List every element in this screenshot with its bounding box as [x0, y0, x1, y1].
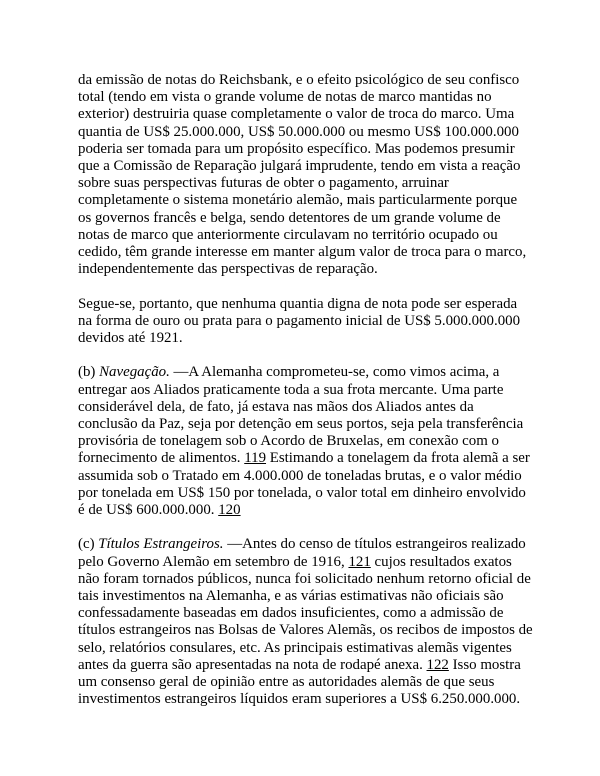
- paragraph-monetary-system: [78, 72, 528, 278]
- text-line: considerável dela, de fato, já estava nas mãos dos Aliados antes da: [78, 398, 474, 415]
- text-line: por tonelada em US$ 150 por tonelada, o valor total em dinheiro envolvido: [78, 484, 526, 501]
- text-line: que a Comissão de Reparação julgará imprudente, tendo em vista a reação: [78, 158, 521, 175]
- text-run: Isso mostra: [448, 656, 521, 673]
- text-line: [78, 554, 528, 571]
- paragraph-foreign-securities: [78, 536, 533, 708]
- text-line: não foram tornados públicos, nunca foi solicitado nenhum retorno oficial de: [78, 570, 531, 587]
- text-line: investimentos estrangeiros líquidos eram superiores a US$ 6.250.000.000.: [78, 691, 521, 708]
- text-line: um consenso geral de opinião entre as autoridades alemãs de que seus: [78, 674, 495, 691]
- text-line: Segue-se, portanto, que nenhuma quantia digna de nota pode ser esperada: [78, 295, 518, 312]
- footnote-link-121[interactable]: 121: [348, 553, 371, 570]
- text-line: selo, relatórios consulares, etc. As principais estimativas alemãs vigentes: [78, 639, 512, 656]
- text-run: Estimando a tonelagem da frota alemã a ser: [266, 450, 530, 467]
- text-line: [78, 450, 528, 467]
- document-page: [78, 72, 533, 726]
- footnote-link-119[interactable]: 119: [244, 450, 267, 467]
- text-line: completamente o sistema monetário alemão, mais particularmente porque: [78, 192, 518, 209]
- text-line: [78, 536, 528, 553]
- text-line: [78, 657, 528, 674]
- text-run: —A Alemanha comprometeu-se, como vimos acima, a: [169, 364, 500, 381]
- text-line: provisória de tonelagem sob o Acordo de Bruxelas, em conexão com o: [78, 433, 499, 450]
- text-line: tais investimentos na Alemanha, e as várias estimativas não oficiais são: [78, 588, 504, 605]
- footnote-link-122[interactable]: 122: [426, 656, 449, 673]
- text-run: é de US$ 600.000.000.: [78, 502, 219, 519]
- text-line: títulos estrangeiros nas Bolsas de Valores Alemãs, os recibos de impostos de: [78, 622, 533, 639]
- text-line: total (tendo em vista o grande volume de notas de marco mantidas no: [78, 89, 492, 106]
- text-line: sobre suas perspectivas futuras de obter o pagamento, arruinar: [78, 175, 449, 192]
- text-line: [78, 364, 528, 381]
- text-line: na forma de ouro ou prata para o pagamento inicial de US$ 5.000.000.000: [78, 312, 521, 329]
- text-line: notas de marco que anteriormente circulavam no território ocupado ou: [78, 226, 498, 243]
- text-line: entregar aos Aliados praticamente toda a sua frota mercante. Uma parte: [78, 381, 504, 398]
- text-line: quantia de US$ 25.000.000, US$ 50.000.000 ou mesmo US$ 100.000.000: [78, 123, 519, 140]
- section-marker-c: (c): [78, 536, 99, 553]
- text-run: cujos resultados exatos: [370, 553, 512, 570]
- text-run: antes da guerra são apresentadas na nota de rodapé anexa.: [78, 656, 427, 673]
- text-line: da emissão de notas do Reichsbank, e o efeito psicológico de seu confisco: [78, 72, 520, 88]
- section-marker-b: (b): [78, 364, 100, 381]
- text-run: fornecimento de alimentos.: [78, 450, 245, 467]
- text-run: —Antes do censo de títulos estrangeiros realizado: [223, 536, 526, 553]
- paragraph-navigation: [78, 364, 528, 519]
- text-run: pelo Governo Alemão em setembro de 1916,: [78, 553, 349, 570]
- text-line: cedido, têm grande interesse em manter algum valor de troca para o marco,: [78, 244, 527, 261]
- text-line: independentemente das perspectivas de reparação.: [78, 261, 378, 278]
- paragraph-gold-silver: [78, 296, 528, 348]
- text-line: os governos francês e belga, sendo detentores de um grande volume de: [78, 209, 501, 226]
- section-title-foreign-securities: Títulos Estrangeiros.: [98, 536, 224, 553]
- footnote-link-120[interactable]: 120: [218, 502, 241, 519]
- section-title-navigation: Navegação.: [99, 364, 170, 381]
- text-line: poderia ser tomada para um propósito específico. Mas podemos presumir: [78, 140, 515, 157]
- text-line: confessadamente baseadas em dados insuficientes, como a admissão de: [78, 605, 504, 622]
- text-line: exterior) destruiria quase completamente o valor de troca do marco. Uma: [78, 106, 515, 123]
- text-line: devidos até 1921.: [78, 330, 183, 347]
- text-line: [78, 502, 528, 519]
- text-line: assumida sob o Tratado em 4.000.000 de toneladas brutas, e o valor médio: [78, 467, 522, 484]
- text-line: conclusão da Paz, seja por detenção em seus portos, seja pela transferência: [78, 416, 524, 433]
